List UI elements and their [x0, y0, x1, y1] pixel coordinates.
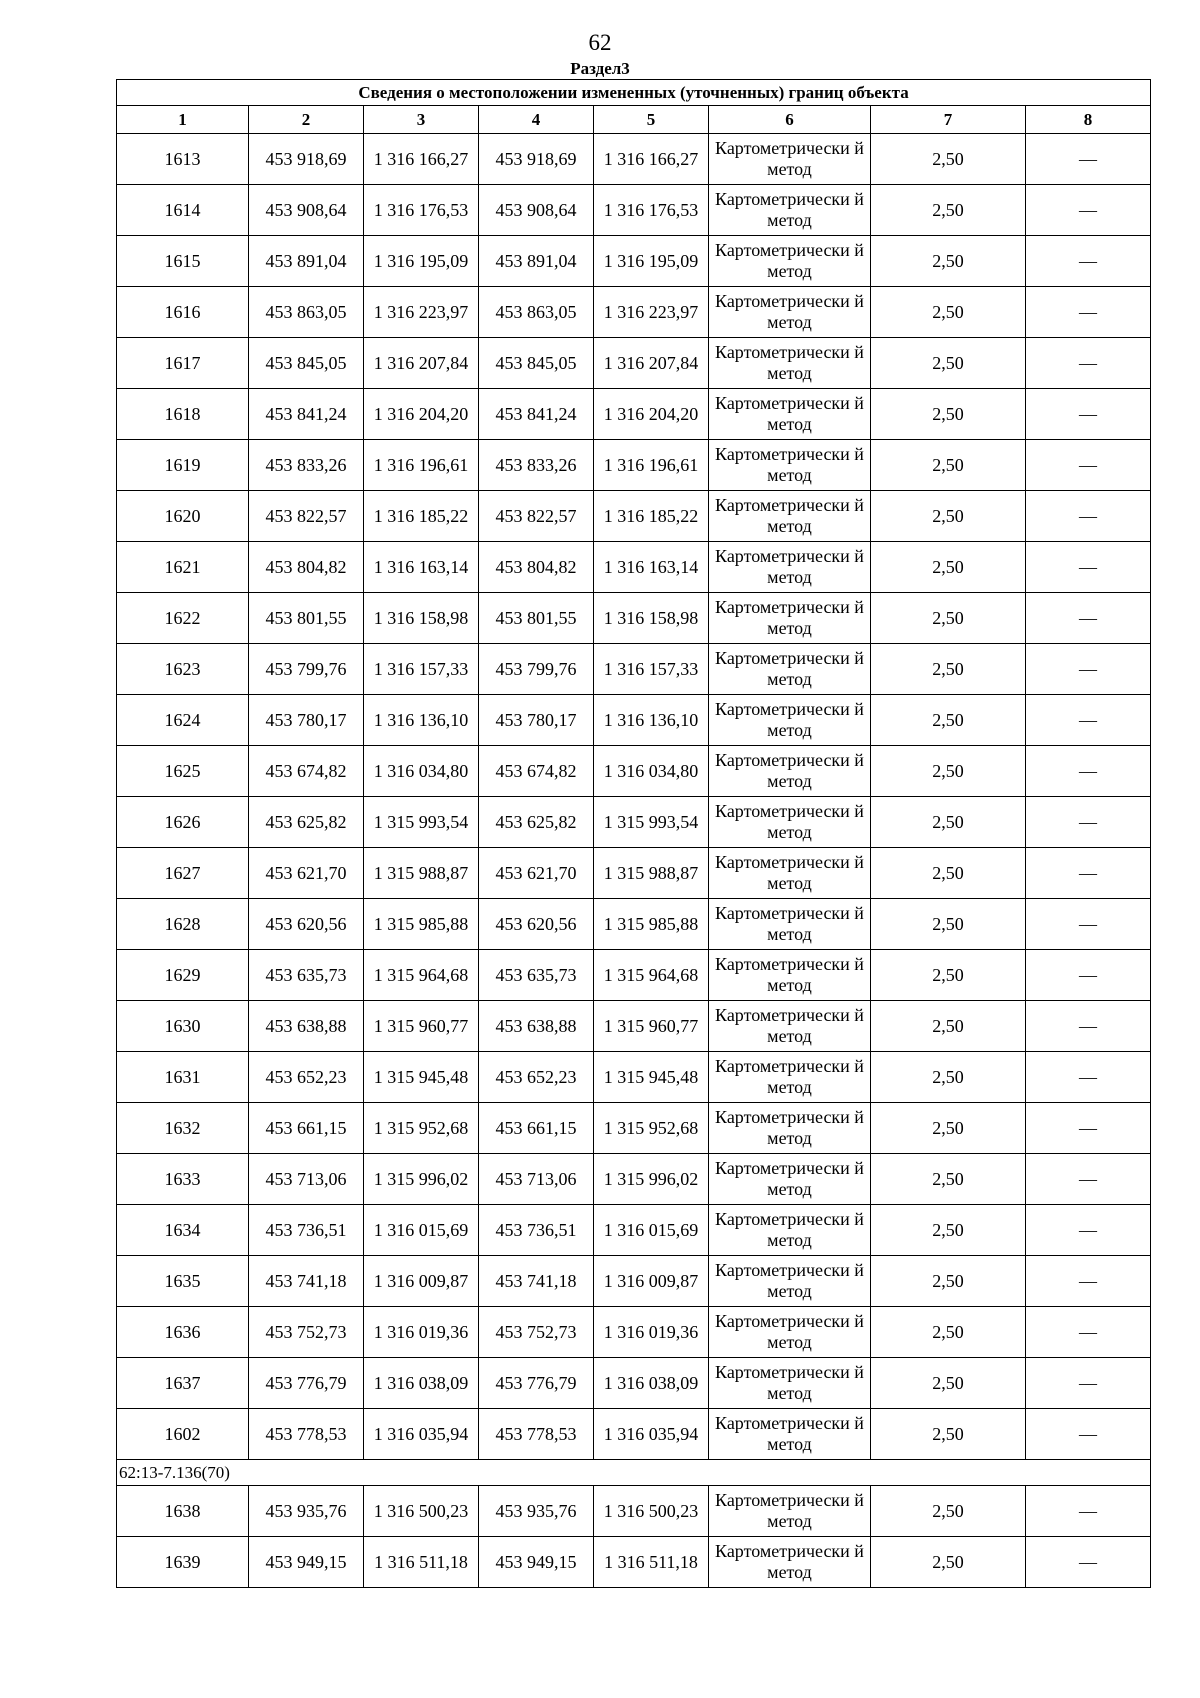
- x-coordinate-cell: 453 652,23: [249, 1052, 364, 1103]
- point-number-cell: 1628: [117, 899, 249, 950]
- y-coordinate-new-cell: 1 316 207,84: [594, 338, 709, 389]
- table-row: [117, 1154, 1151, 1205]
- x-coordinate-new-cell: 453 799,76: [479, 644, 594, 695]
- table-row: [117, 1205, 1151, 1256]
- description-cell: —: [1026, 440, 1151, 491]
- point-number-cell: 1638: [117, 1486, 249, 1537]
- x-coordinate-new-cell: 453 891,04: [479, 236, 594, 287]
- x-coordinate-new-cell: 453 752,73: [479, 1307, 594, 1358]
- point-number-cell: 1613: [117, 134, 249, 185]
- y-coordinate-cell: 1 315 964,68: [364, 950, 479, 1001]
- y-coordinate-cell: 1 316 034,80: [364, 746, 479, 797]
- y-coordinate-new-cell: 1 315 996,02: [594, 1154, 709, 1205]
- y-coordinate-new-cell: 1 316 035,94: [594, 1409, 709, 1460]
- description-cell: —: [1026, 1486, 1151, 1537]
- y-coordinate-new-cell: 1 316 157,33: [594, 644, 709, 695]
- column-header-2: 2: [249, 106, 364, 134]
- x-coordinate-cell: 453 778,53: [249, 1409, 364, 1460]
- column-header-7: 7: [871, 106, 1026, 134]
- table-row: [117, 899, 1151, 950]
- x-coordinate-cell: 453 863,05: [249, 287, 364, 338]
- method-cell: Картометрически й метод: [709, 1256, 871, 1307]
- x-coordinate-cell: 453 674,82: [249, 746, 364, 797]
- x-coordinate-new-cell: 453 652,23: [479, 1052, 594, 1103]
- y-coordinate-cell: 1 316 207,84: [364, 338, 479, 389]
- x-coordinate-new-cell: 453 621,70: [479, 848, 594, 899]
- y-coordinate-cell: 1 316 019,36: [364, 1307, 479, 1358]
- accuracy-cell: 2,50: [871, 1001, 1026, 1052]
- y-coordinate-new-cell: 1 315 993,54: [594, 797, 709, 848]
- description-cell: —: [1026, 1205, 1151, 1256]
- x-coordinate-cell: 453 713,06: [249, 1154, 364, 1205]
- table-row: [117, 1052, 1151, 1103]
- description-cell: —: [1026, 593, 1151, 644]
- accuracy-cell: 2,50: [871, 1486, 1026, 1537]
- x-coordinate-new-cell: 453 778,53: [479, 1409, 594, 1460]
- table-row: [117, 1307, 1151, 1358]
- table-row: [117, 185, 1151, 236]
- y-coordinate-cell: 1 316 038,09: [364, 1358, 479, 1409]
- description-cell: —: [1026, 134, 1151, 185]
- accuracy-cell: 2,50: [871, 593, 1026, 644]
- method-cell: Картометрически й метод: [709, 899, 871, 950]
- x-coordinate-new-cell: 453 908,64: [479, 185, 594, 236]
- accuracy-cell: 2,50: [871, 287, 1026, 338]
- point-number-cell: 1616: [117, 287, 249, 338]
- table-row: [117, 1103, 1151, 1154]
- accuracy-cell: 2,50: [871, 491, 1026, 542]
- description-cell: —: [1026, 1103, 1151, 1154]
- description-cell: —: [1026, 1256, 1151, 1307]
- point-number-cell: 1625: [117, 746, 249, 797]
- table-row: [117, 440, 1151, 491]
- point-number-cell: 1623: [117, 644, 249, 695]
- y-coordinate-cell: 1 316 157,33: [364, 644, 479, 695]
- y-coordinate-new-cell: 1 316 511,18: [594, 1537, 709, 1588]
- method-cell: Картометрически й метод: [709, 338, 871, 389]
- x-coordinate-new-cell: 453 935,76: [479, 1486, 594, 1537]
- accuracy-cell: 2,50: [871, 1358, 1026, 1409]
- description-cell: —: [1026, 338, 1151, 389]
- description-cell: —: [1026, 695, 1151, 746]
- method-cell: Картометрически й метод: [709, 746, 871, 797]
- y-coordinate-new-cell: 1 316 185,22: [594, 491, 709, 542]
- point-number-cell: 1626: [117, 797, 249, 848]
- x-coordinate-new-cell: 453 833,26: [479, 440, 594, 491]
- x-coordinate-cell: 453 891,04: [249, 236, 364, 287]
- point-number-cell: 1629: [117, 950, 249, 1001]
- method-cell: Картометрически й метод: [709, 1205, 871, 1256]
- x-coordinate-new-cell: 453 918,69: [479, 134, 594, 185]
- x-coordinate-cell: 453 918,69: [249, 134, 364, 185]
- method-cell: Картометрически й метод: [709, 1358, 871, 1409]
- accuracy-cell: 2,50: [871, 899, 1026, 950]
- table-body: [117, 134, 1151, 1588]
- accuracy-cell: 2,50: [871, 1307, 1026, 1358]
- y-coordinate-new-cell: 1 316 176,53: [594, 185, 709, 236]
- description-cell: —: [1026, 1154, 1151, 1205]
- description-cell: —: [1026, 389, 1151, 440]
- point-number-cell: 1620: [117, 491, 249, 542]
- x-coordinate-new-cell: 453 713,06: [479, 1154, 594, 1205]
- section-title: Раздел3: [570, 59, 630, 78]
- y-coordinate-cell: 1 316 158,98: [364, 593, 479, 644]
- x-coordinate-cell: 453 949,15: [249, 1537, 364, 1588]
- point-number-cell: 1636: [117, 1307, 249, 1358]
- accuracy-cell: 2,50: [871, 134, 1026, 185]
- y-coordinate-cell: 1 316 136,10: [364, 695, 479, 746]
- column-header-row: [117, 106, 1151, 134]
- method-cell: Картометрически й метод: [709, 1409, 871, 1460]
- description-cell: —: [1026, 746, 1151, 797]
- x-coordinate-cell: 453 661,15: [249, 1103, 364, 1154]
- y-coordinate-cell: 1 316 204,20: [364, 389, 479, 440]
- accuracy-cell: 2,50: [871, 236, 1026, 287]
- table-row: [117, 695, 1151, 746]
- description-cell: —: [1026, 1001, 1151, 1052]
- y-coordinate-cell: 1 316 035,94: [364, 1409, 479, 1460]
- y-coordinate-new-cell: 1 315 964,68: [594, 950, 709, 1001]
- x-coordinate-new-cell: 453 801,55: [479, 593, 594, 644]
- x-coordinate-new-cell: 453 620,56: [479, 899, 594, 950]
- point-number-cell: 1617: [117, 338, 249, 389]
- y-coordinate-cell: 1 315 952,68: [364, 1103, 479, 1154]
- y-coordinate-cell: 1 315 988,87: [364, 848, 479, 899]
- table-row: [117, 134, 1151, 185]
- accuracy-cell: 2,50: [871, 644, 1026, 695]
- description-cell: —: [1026, 1307, 1151, 1358]
- x-coordinate-cell: 453 621,70: [249, 848, 364, 899]
- group-label-row: [117, 1460, 1151, 1486]
- x-coordinate-cell: 453 776,79: [249, 1358, 364, 1409]
- x-coordinate-new-cell: 453 776,79: [479, 1358, 594, 1409]
- y-coordinate-new-cell: 1 315 960,77: [594, 1001, 709, 1052]
- x-coordinate-cell: 453 752,73: [249, 1307, 364, 1358]
- point-number-cell: 1633: [117, 1154, 249, 1205]
- accuracy-cell: 2,50: [871, 695, 1026, 746]
- point-number-cell: 1624: [117, 695, 249, 746]
- method-cell: Картометрически й метод: [709, 950, 871, 1001]
- description-cell: —: [1026, 236, 1151, 287]
- description-cell: —: [1026, 950, 1151, 1001]
- x-coordinate-new-cell: 453 661,15: [479, 1103, 594, 1154]
- method-cell: Картометрически й метод: [709, 644, 871, 695]
- page-number: 62: [588, 30, 612, 55]
- group-label: 62:13-7.136(70): [117, 1460, 1151, 1486]
- point-number-cell: 1639: [117, 1537, 249, 1588]
- description-cell: —: [1026, 1409, 1151, 1460]
- y-coordinate-new-cell: 1 316 163,14: [594, 542, 709, 593]
- x-coordinate-cell: 453 833,26: [249, 440, 364, 491]
- y-coordinate-new-cell: 1 316 204,20: [594, 389, 709, 440]
- x-coordinate-new-cell: 453 674,82: [479, 746, 594, 797]
- method-cell: Картометрически й метод: [709, 1052, 871, 1103]
- description-cell: —: [1026, 848, 1151, 899]
- x-coordinate-cell: 453 908,64: [249, 185, 364, 236]
- description-cell: —: [1026, 1537, 1151, 1588]
- point-number-cell: 1622: [117, 593, 249, 644]
- accuracy-cell: 2,50: [871, 1154, 1026, 1205]
- method-cell: Картометрически й метод: [709, 389, 871, 440]
- x-coordinate-new-cell: 453 635,73: [479, 950, 594, 1001]
- x-coordinate-cell: 453 635,73: [249, 950, 364, 1001]
- point-number-cell: 1614: [117, 185, 249, 236]
- y-coordinate-cell: 1 316 015,69: [364, 1205, 479, 1256]
- table-row: [117, 593, 1151, 644]
- description-cell: —: [1026, 644, 1151, 695]
- accuracy-cell: 2,50: [871, 1205, 1026, 1256]
- table-row: [117, 848, 1151, 899]
- x-coordinate-new-cell: 453 863,05: [479, 287, 594, 338]
- table-row: [117, 491, 1151, 542]
- table-row: [117, 236, 1151, 287]
- method-cell: Картометрически й метод: [709, 1486, 871, 1537]
- y-coordinate-cell: 1 315 993,54: [364, 797, 479, 848]
- method-cell: Картометрически й метод: [709, 1154, 871, 1205]
- x-coordinate-cell: 453 799,76: [249, 644, 364, 695]
- y-coordinate-cell: 1 316 176,53: [364, 185, 479, 236]
- x-coordinate-cell: 453 780,17: [249, 695, 364, 746]
- x-coordinate-new-cell: 453 949,15: [479, 1537, 594, 1588]
- x-coordinate-cell: 453 736,51: [249, 1205, 364, 1256]
- x-coordinate-new-cell: 453 845,05: [479, 338, 594, 389]
- table-row: [117, 746, 1151, 797]
- y-coordinate-new-cell: 1 316 195,09: [594, 236, 709, 287]
- y-coordinate-cell: 1 315 985,88: [364, 899, 479, 950]
- accuracy-cell: 2,50: [871, 746, 1026, 797]
- y-coordinate-new-cell: 1 316 223,97: [594, 287, 709, 338]
- table-row: [117, 1486, 1151, 1537]
- accuracy-cell: 2,50: [871, 797, 1026, 848]
- accuracy-cell: 2,50: [871, 1052, 1026, 1103]
- point-number-cell: 1631: [117, 1052, 249, 1103]
- x-coordinate-cell: 453 841,24: [249, 389, 364, 440]
- y-coordinate-new-cell: 1 316 038,09: [594, 1358, 709, 1409]
- accuracy-cell: 2,50: [871, 185, 1026, 236]
- table-row: [117, 644, 1151, 695]
- table-row: [117, 542, 1151, 593]
- table-caption-row: [117, 80, 1151, 106]
- y-coordinate-cell: 1 315 996,02: [364, 1154, 479, 1205]
- y-coordinate-cell: 1 316 500,23: [364, 1486, 479, 1537]
- accuracy-cell: 2,50: [871, 1409, 1026, 1460]
- y-coordinate-cell: 1 315 960,77: [364, 1001, 479, 1052]
- description-cell: —: [1026, 185, 1151, 236]
- method-cell: Картометрически й метод: [709, 440, 871, 491]
- x-coordinate-new-cell: 453 741,18: [479, 1256, 594, 1307]
- y-coordinate-new-cell: 1 316 500,23: [594, 1486, 709, 1537]
- table-row: [117, 950, 1151, 1001]
- y-coordinate-new-cell: 1 316 158,98: [594, 593, 709, 644]
- table-row: [117, 1358, 1151, 1409]
- method-cell: Картометрически й метод: [709, 185, 871, 236]
- y-coordinate-new-cell: 1 316 019,36: [594, 1307, 709, 1358]
- column-header-6: 6: [709, 106, 871, 134]
- table-row: [117, 1256, 1151, 1307]
- y-coordinate-new-cell: 1 316 015,69: [594, 1205, 709, 1256]
- table-row: [117, 338, 1151, 389]
- accuracy-cell: 2,50: [871, 950, 1026, 1001]
- boundary-coordinates-table: [116, 79, 1151, 1588]
- y-coordinate-cell: 1 316 009,87: [364, 1256, 479, 1307]
- table-row: [117, 1409, 1151, 1460]
- x-coordinate-new-cell: 453 804,82: [479, 542, 594, 593]
- column-header-8: 8: [1026, 106, 1151, 134]
- method-cell: Картометрически й метод: [709, 593, 871, 644]
- accuracy-cell: 2,50: [871, 1256, 1026, 1307]
- table-row: [117, 1537, 1151, 1588]
- y-coordinate-new-cell: 1 315 988,87: [594, 848, 709, 899]
- x-coordinate-cell: 453 625,82: [249, 797, 364, 848]
- y-coordinate-new-cell: 1 316 136,10: [594, 695, 709, 746]
- y-coordinate-new-cell: 1 316 166,27: [594, 134, 709, 185]
- y-coordinate-cell: 1 316 511,18: [364, 1537, 479, 1588]
- accuracy-cell: 2,50: [871, 440, 1026, 491]
- point-number-cell: 1621: [117, 542, 249, 593]
- description-cell: —: [1026, 491, 1151, 542]
- column-header-5: 5: [594, 106, 709, 134]
- point-number-cell: 1634: [117, 1205, 249, 1256]
- column-header-3: 3: [364, 106, 479, 134]
- method-cell: Картометрически й метод: [709, 542, 871, 593]
- x-coordinate-new-cell: 453 625,82: [479, 797, 594, 848]
- point-number-cell: 1602: [117, 1409, 249, 1460]
- y-coordinate-cell: 1 316 185,22: [364, 491, 479, 542]
- method-cell: Картометрически й метод: [709, 287, 871, 338]
- accuracy-cell: 2,50: [871, 542, 1026, 593]
- point-number-cell: 1637: [117, 1358, 249, 1409]
- method-cell: Картометрически й метод: [709, 1103, 871, 1154]
- table-row: [117, 287, 1151, 338]
- method-cell: Картометрически й метод: [709, 1001, 871, 1052]
- y-coordinate-cell: 1 316 195,09: [364, 236, 479, 287]
- accuracy-cell: 2,50: [871, 1537, 1026, 1588]
- table-row: [117, 1001, 1151, 1052]
- x-coordinate-cell: 453 935,76: [249, 1486, 364, 1537]
- column-header-1: 1: [117, 106, 249, 134]
- description-cell: —: [1026, 1358, 1151, 1409]
- y-coordinate-new-cell: 1 315 952,68: [594, 1103, 709, 1154]
- y-coordinate-cell: 1 316 223,97: [364, 287, 479, 338]
- y-coordinate-cell: 1 316 163,14: [364, 542, 479, 593]
- point-number-cell: 1627: [117, 848, 249, 899]
- method-cell: Картометрически й метод: [709, 1307, 871, 1358]
- x-coordinate-cell: 453 638,88: [249, 1001, 364, 1052]
- point-number-cell: 1619: [117, 440, 249, 491]
- y-coordinate-new-cell: 1 316 009,87: [594, 1256, 709, 1307]
- y-coordinate-new-cell: 1 315 985,88: [594, 899, 709, 950]
- x-coordinate-new-cell: 453 638,88: [479, 1001, 594, 1052]
- y-coordinate-new-cell: 1 316 034,80: [594, 746, 709, 797]
- point-number-cell: 1618: [117, 389, 249, 440]
- accuracy-cell: 2,50: [871, 1103, 1026, 1154]
- accuracy-cell: 2,50: [871, 389, 1026, 440]
- x-coordinate-cell: 453 804,82: [249, 542, 364, 593]
- point-number-cell: 1630: [117, 1001, 249, 1052]
- y-coordinate-cell: 1 315 945,48: [364, 1052, 479, 1103]
- column-header-4: 4: [479, 106, 594, 134]
- method-cell: Картометрически й метод: [709, 491, 871, 542]
- description-cell: —: [1026, 1052, 1151, 1103]
- method-cell: Картометрически й метод: [709, 848, 871, 899]
- x-coordinate-cell: 453 741,18: [249, 1256, 364, 1307]
- point-number-cell: 1635: [117, 1256, 249, 1307]
- y-coordinate-new-cell: 1 315 945,48: [594, 1052, 709, 1103]
- description-cell: —: [1026, 287, 1151, 338]
- x-coordinate-new-cell: 453 822,57: [479, 491, 594, 542]
- method-cell: Картометрически й метод: [709, 797, 871, 848]
- table-row: [117, 389, 1151, 440]
- accuracy-cell: 2,50: [871, 848, 1026, 899]
- method-cell: Картометрически й метод: [709, 134, 871, 185]
- x-coordinate-cell: 453 845,05: [249, 338, 364, 389]
- y-coordinate-new-cell: 1 316 196,61: [594, 440, 709, 491]
- x-coordinate-new-cell: 453 780,17: [479, 695, 594, 746]
- description-cell: —: [1026, 797, 1151, 848]
- y-coordinate-cell: 1 316 196,61: [364, 440, 479, 491]
- x-coordinate-new-cell: 453 841,24: [479, 389, 594, 440]
- method-cell: Картометрически й метод: [709, 236, 871, 287]
- table-row: [117, 797, 1151, 848]
- description-cell: —: [1026, 899, 1151, 950]
- method-cell: Картометрически й метод: [709, 695, 871, 746]
- x-coordinate-cell: 453 822,57: [249, 491, 364, 542]
- x-coordinate-cell: 453 620,56: [249, 899, 364, 950]
- table-caption: Сведения о местоположении измененных (уточненных) границ объекта: [117, 80, 1151, 106]
- method-cell: Картометрически й метод: [709, 1537, 871, 1588]
- point-number-cell: 1632: [117, 1103, 249, 1154]
- description-cell: —: [1026, 542, 1151, 593]
- y-coordinate-cell: 1 316 166,27: [364, 134, 479, 185]
- point-number-cell: 1615: [117, 236, 249, 287]
- x-coordinate-new-cell: 453 736,51: [479, 1205, 594, 1256]
- x-coordinate-cell: 453 801,55: [249, 593, 364, 644]
- accuracy-cell: 2,50: [871, 338, 1026, 389]
